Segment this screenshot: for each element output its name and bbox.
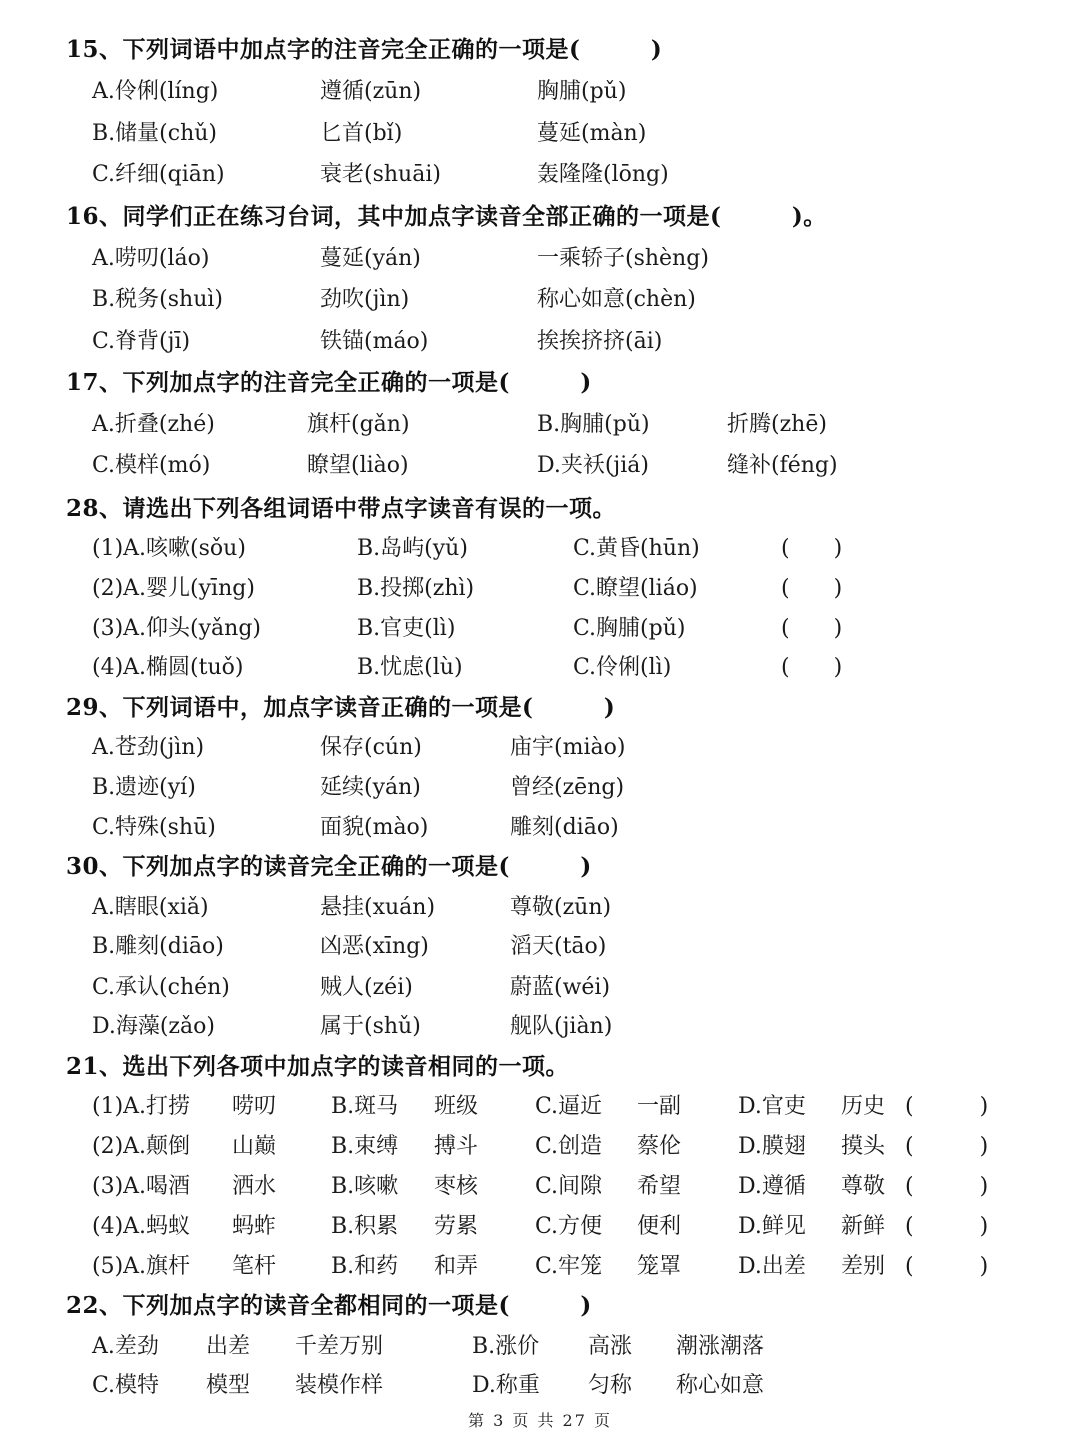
option-item: 保存(cún) <box>320 735 422 760</box>
page-footer: 第 3 页 共 27 页 <box>468 1411 612 1430</box>
option-item: 枣核 <box>434 1174 479 1199</box>
option-item: B.遗迹(yí) <box>92 775 196 800</box>
option-item: A.伶俐(líng) <box>92 79 219 104</box>
option-item: 衰老(shuāi) <box>320 162 441 187</box>
option-item: B.储量(chǔ) <box>92 121 217 146</box>
option-item: C.特殊(shū) <box>92 815 216 840</box>
option-item: C.纤细(qiān) <box>92 162 225 187</box>
option-item: ( ) <box>781 536 843 561</box>
option-item: 新鲜 <box>841 1214 886 1239</box>
option-item: 旗杆(gǎn) <box>307 412 410 437</box>
option-item: C.瞭望(liáo) <box>573 576 698 601</box>
option-item: (3)A.喝酒 <box>92 1174 191 1199</box>
option-item: 模型 <box>206 1373 251 1398</box>
option-item: D.夹袄(jiá) <box>537 453 649 478</box>
option-item: 称心如意(chèn) <box>537 287 696 312</box>
option-item: 笔杆 <box>232 1254 277 1279</box>
option-item: 曾经(zēng) <box>510 775 625 800</box>
option-item: 舰队(jiàn) <box>510 1014 613 1039</box>
question-title: 28、请选出下列各组词语中带点字读音有误的一项。 <box>66 495 617 522</box>
option-item: 劲吹(jìn) <box>320 287 410 312</box>
option-item: C.方便 <box>535 1214 603 1239</box>
option-item: 轰隆隆(lōng) <box>537 162 669 187</box>
option-item: 庙宇(miào) <box>510 735 626 760</box>
option-item: 属于(shǔ) <box>320 1014 421 1039</box>
option-item: 雕刻(diāo) <box>510 815 619 840</box>
option-item: B.岛屿(yǔ) <box>357 536 468 561</box>
option-item: B.投掷(zhì) <box>357 576 475 601</box>
option-item: B.束缚 <box>331 1134 399 1159</box>
option-item: 班级 <box>434 1094 479 1119</box>
option-item: 缝补(féng) <box>727 453 838 478</box>
option-item: 搏斗 <box>434 1134 479 1159</box>
option-item: 便利 <box>637 1214 682 1239</box>
option-item: B.咳嗽 <box>331 1174 399 1199</box>
option-item: 蔓延(màn) <box>537 121 647 146</box>
option-item: 凶恶(xīng) <box>320 934 429 959</box>
option-item: D.称重 <box>472 1373 540 1398</box>
option-item: 尊敬 <box>841 1174 886 1199</box>
option-item: B.和药 <box>331 1254 399 1279</box>
option-item: C.逼近 <box>535 1094 603 1119</box>
question-title: 15、下列词语中加点字的注音完全正确的一项是( ) <box>66 36 663 63</box>
option-item: 蚂蚱 <box>232 1214 277 1239</box>
option-item: 折腾(zhē) <box>727 412 827 437</box>
option-item: 滔天(tāo) <box>510 934 607 959</box>
option-item: A.苍劲(jìn) <box>92 735 205 760</box>
option-item: 称心如意 <box>676 1373 765 1398</box>
option-item: 瞭望(liào) <box>307 453 409 478</box>
question-title: 21、选出下列各项中加点字的读音相同的一项。 <box>66 1053 570 1080</box>
option-item: 遵循(zūn) <box>320 79 422 104</box>
question-title: 22、下列加点字的读音全都相同的一项是( ) <box>66 1292 592 1319</box>
option-item: (3)A.仰头(yǎng) <box>92 616 262 641</box>
option-item: (4)A.蚂蚁 <box>92 1214 191 1239</box>
option-item: 一乘轿子(shèng) <box>537 246 709 271</box>
option-item: ( ) <box>905 1214 989 1239</box>
option-item: 蔚蓝(wéi) <box>510 975 611 1000</box>
option-item: 胸脯(pǔ) <box>537 79 627 104</box>
option-item: 挨挨挤挤(āi) <box>537 329 663 354</box>
option-item: ( ) <box>905 1094 989 1119</box>
option-item: 铁锚(máo) <box>320 329 429 354</box>
option-item: D.官吏 <box>738 1094 806 1119</box>
option-item: C.脊背(jī) <box>92 329 191 354</box>
option-item: D.出差 <box>738 1254 806 1279</box>
option-item: 山巅 <box>232 1134 277 1159</box>
option-item: (2)A.颠倒 <box>92 1134 191 1159</box>
question-title: 16、同学们正在练习台词，其中加点字读音全部正确的一项是( )。 <box>66 203 827 230</box>
option-item: C.伶俐(lì) <box>573 655 672 680</box>
option-item: 一副 <box>637 1094 682 1119</box>
option-item: ( ) <box>905 1254 989 1279</box>
option-item: 匀称 <box>588 1373 633 1398</box>
question-title: 17、下列加点字的注音完全正确的一项是( ) <box>66 369 592 396</box>
option-item: B.胸脯(pǔ) <box>537 412 650 437</box>
option-item: ( ) <box>781 576 843 601</box>
option-item: 希望 <box>637 1174 682 1199</box>
option-item: 千差万别 <box>295 1334 384 1359</box>
option-item: D.遵循 <box>738 1174 806 1199</box>
option-item: (4)A.椭圆(tuǒ) <box>92 655 244 680</box>
option-item: 蔓延(yán) <box>320 246 421 271</box>
option-item: C.创造 <box>535 1134 603 1159</box>
option-item: A.瞎眼(xiǎ) <box>92 895 209 920</box>
option-item: A.唠叨(láo) <box>92 246 210 271</box>
option-item: C.黄昏(hūn) <box>573 536 700 561</box>
option-item: A.折叠(zhé) <box>92 412 215 437</box>
option-item: 蔡伦 <box>637 1134 682 1159</box>
option-item: 尊敬(zūn) <box>510 895 612 920</box>
option-item: B.积累 <box>331 1214 399 1239</box>
option-item: 差别 <box>841 1254 886 1279</box>
option-item: B.雕刻(diāo) <box>92 934 224 959</box>
option-item: 潮涨潮落 <box>676 1334 765 1359</box>
option-item: ( ) <box>781 655 843 680</box>
option-item: (1)A.打捞 <box>92 1094 191 1119</box>
option-item: (5)A.旗杆 <box>92 1254 191 1279</box>
option-item: 贼人(zéi) <box>320 975 413 1000</box>
option-item: ( ) <box>905 1134 989 1159</box>
option-item: B.斑马 <box>331 1094 399 1119</box>
option-item: 匕首(bǐ) <box>320 121 403 146</box>
option-item: 劳累 <box>434 1214 479 1239</box>
option-item: 和弄 <box>434 1254 479 1279</box>
option-item: B.官吏(lì) <box>357 616 456 641</box>
option-item: 装模作样 <box>295 1373 384 1398</box>
option-item: (1)A.咳嗽(sǒu) <box>92 536 246 561</box>
option-item: 高涨 <box>588 1334 633 1359</box>
option-item: 摸头 <box>841 1134 886 1159</box>
option-item: C.承认(chén) <box>92 975 230 1000</box>
option-item: 出差 <box>206 1334 251 1359</box>
option-item: 笼罩 <box>637 1254 682 1279</box>
option-item: C.模特 <box>92 1373 160 1398</box>
question-title: 29、下列词语中，加点字读音正确的一项是( ) <box>66 694 616 721</box>
option-item: A.差劲 <box>92 1334 159 1359</box>
option-item: ( ) <box>781 616 843 641</box>
option-item: 延续(yán) <box>320 775 421 800</box>
option-item: D.膜翅 <box>738 1134 806 1159</box>
option-item: 面貌(mào) <box>320 815 429 840</box>
option-item: 历史 <box>841 1094 886 1119</box>
option-item: C.胸脯(pǔ) <box>573 616 686 641</box>
option-item: D.鲜见 <box>738 1214 806 1239</box>
option-item: C.牢笼 <box>535 1254 603 1279</box>
option-item: B.涨价 <box>472 1334 540 1359</box>
option-item: (2)A.婴儿(yīng) <box>92 576 255 601</box>
option-item: D.海藻(zǎo) <box>92 1014 215 1039</box>
option-item: 洒水 <box>232 1174 277 1199</box>
option-item: B.税务(shuì) <box>92 287 223 312</box>
option-item: 唠叨 <box>232 1094 277 1119</box>
option-item: B.忧虑(lù) <box>357 655 463 680</box>
option-item: 悬挂(xuán) <box>320 895 436 920</box>
question-title: 30、下列加点字的读音完全正确的一项是( ) <box>66 853 592 880</box>
option-item: C.间隙 <box>535 1174 603 1199</box>
option-item: ( ) <box>905 1174 989 1199</box>
option-item: C.模样(mó) <box>92 453 211 478</box>
